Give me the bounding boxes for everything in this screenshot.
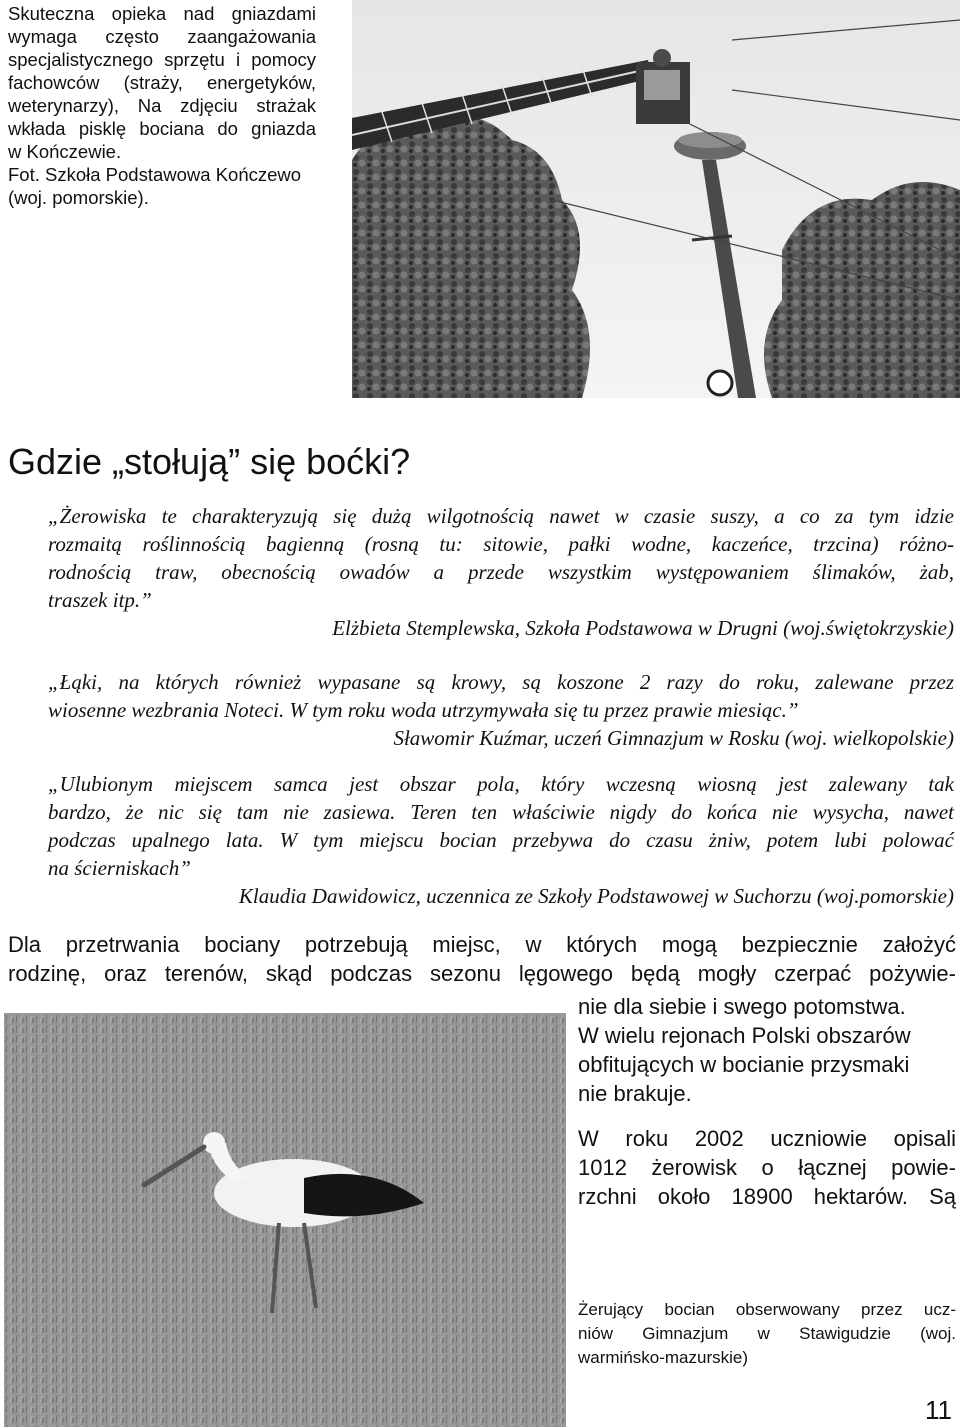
body-column-text bbox=[578, 1124, 956, 1211]
photo-caption-top bbox=[8, 2, 316, 209]
caption-line: wkłada pisklę bociana do gniazda bbox=[8, 118, 316, 139]
section-heading: Gdzie „stołują” się boćki? bbox=[8, 441, 411, 482]
quote-block bbox=[48, 770, 954, 910]
quote-line: „Ulubionym miejscem samca jest obszar pola, który wczesną wiosną jest zalewany tak bbox=[48, 772, 954, 796]
page-number: 11 bbox=[925, 1395, 952, 1425]
body-line: rzchni około 18900 hektarów. Są bbox=[578, 1184, 956, 1209]
caption-line: niów Gimnazjum w Stawigudzie (woj. bbox=[578, 1324, 956, 1343]
quote-line: na ścierniskach” bbox=[48, 856, 191, 880]
body-line: 1012 żerowisk o łącznej powie- bbox=[578, 1155, 956, 1180]
body-column-text bbox=[578, 992, 956, 1108]
stork-in-meadow-photo bbox=[4, 1013, 566, 1427]
firefighter-crane-nest-photo bbox=[352, 0, 960, 398]
body-paragraph bbox=[8, 930, 956, 988]
quote-attribution: Elżbieta Stemplewska, Szkoła Podstawowa w Drugni (woj.świętokrzyskie) bbox=[332, 616, 954, 640]
photo-caption-bottom bbox=[578, 1298, 956, 1370]
body-line: obfitujących w bocianie przysmaki bbox=[578, 1052, 910, 1077]
quote-block bbox=[48, 502, 954, 642]
caption-line: Skuteczna opieka nad gniazdami bbox=[8, 3, 316, 24]
quote-line: „Żerowiska te charakteryzują się dużą wilgotnością nawet w czasie suszy, a co za tym idzie bbox=[48, 504, 954, 528]
body-line: W roku 2002 uczniowie opisali bbox=[578, 1126, 956, 1151]
caption-line: Żerujący bocian obserwowany przez ucz- bbox=[578, 1300, 956, 1319]
caption-line: fachowców (straży, energetyków, bbox=[8, 72, 316, 93]
caption-line: warmińsko-mazurskie) bbox=[578, 1348, 749, 1367]
caption-line: w Kończewie. bbox=[8, 141, 122, 162]
quote-line: rodnością traw, obecnością owadów a przede wszystkim występowaniem ślimaków, żab, bbox=[48, 560, 954, 584]
body-line: nie brakuje. bbox=[578, 1081, 692, 1106]
quote-attribution: Klaudia Dawidowicz, uczennica ze Szkoły Podstawowej w Suchorzu (woj.pomorskie) bbox=[238, 884, 954, 908]
body-line: Dla przetrwania bociany potrzebują miejsc, w których mogą bezpiecznie założyć bbox=[8, 932, 956, 957]
photo-illustration bbox=[352, 0, 960, 398]
quote-line: bardzo, że nic się tam nie zasiewa. Teren ten właściwie nigdy do końca nie wysycha, nawet bbox=[48, 800, 954, 824]
caption-line: wymaga często zaangażowania bbox=[8, 26, 316, 47]
quote-line: „Łąki, na których również wypasane są krowy, są koszone 2 razy do roku, zalewane przez bbox=[48, 670, 954, 694]
body-line: W wielu rejonach Polski obszarów bbox=[578, 1023, 911, 1048]
body-line: nie dla siebie i swego potomstwa. bbox=[578, 994, 906, 1019]
caption-line: weterynarzy), Na zdjęciu strażak bbox=[8, 95, 316, 116]
quote-line: wiosenne wezbrania Noteci. W tym roku woda utrzymywała się tu przez prawie miesiąc.” bbox=[48, 698, 799, 722]
caption-line: Fot. Szkoła Podstawowa Kończewo bbox=[8, 164, 302, 185]
caption-line: (woj. pomorskie). bbox=[8, 187, 149, 208]
quote-line: podczas upalnego lata. W tym miejscu bocian przebywa do czasu żniw, potem lubi polować bbox=[48, 828, 954, 852]
quote-block bbox=[48, 668, 954, 752]
photo-illustration bbox=[4, 1013, 566, 1427]
quote-line: rozmaitą roślinnością bagienną (rosną tu: sitowie, pałki wodne, kaczeńce, trzcina) różno- bbox=[48, 532, 954, 556]
quote-attribution: Sławomir Kuźmar, uczeń Gimnazjum w Rosku (woj. wielkopolskie) bbox=[393, 726, 954, 750]
caption-line: specjalistycznego sprzętu i pomocy bbox=[8, 49, 316, 70]
quote-line: traszek itp.” bbox=[48, 588, 152, 612]
body-line: rodzinę, oraz terenów, skąd podczas sezonu lęgowego będą mogły czerpać pożywie- bbox=[8, 961, 956, 986]
